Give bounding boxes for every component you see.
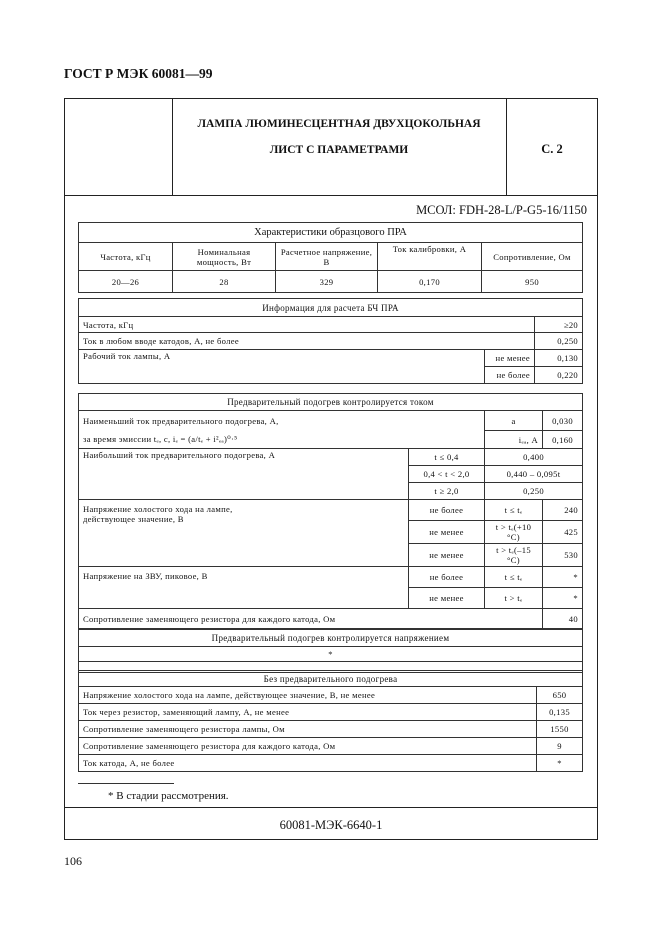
ocv-limit: не менее (409, 544, 485, 567)
max-value: 0,250 (485, 483, 583, 500)
hf-lamp-max-label: не более (485, 367, 535, 384)
hf-lamp-max-value: 0,220 (535, 367, 583, 384)
ocv-cond: t ≤ tₑ (485, 500, 543, 521)
ocv-value: 240 (543, 500, 583, 521)
preheat-voltage-title: Предварительный подогрев контролируется напряжением (79, 630, 583, 647)
no-preheat-label: Ток через резистор, заменяющий лампу, А, не менее (79, 704, 537, 721)
peak-label: Напряжение на ЗВУ, пиковое, В (79, 567, 409, 609)
ballast-header-voltage: Расчетное напряжение, В (276, 243, 378, 271)
ballast-header-current: Ток калибровки, А (378, 243, 482, 271)
footnote: * В стадии рассмотрения. (108, 790, 229, 802)
max-value: 0,440 – 0,095t (485, 466, 583, 483)
peak-value: * (543, 588, 583, 609)
iea-value: 0,160 (543, 431, 583, 449)
no-preheat-table (78, 670, 583, 772)
ballast-table (78, 222, 583, 293)
standard-header: ГОСТ Р МЭК 60081—99 (64, 66, 213, 81)
hf-current-value: 0,250 (535, 333, 583, 350)
preheat-current-title: Предварительный подогрев контролируется током (79, 394, 583, 411)
hf-freq-value: ≥20 (535, 317, 583, 333)
ocv-label-line2: действующее значение, В (83, 514, 184, 524)
cathode-resistor-value: 40 (543, 609, 583, 629)
ballast-value-current: 0,170 (378, 271, 482, 293)
no-preheat-label: Напряжение холостого хода на лампе, действующее значение, В, не менее (79, 687, 537, 704)
no-preheat-value: 0,135 (537, 704, 583, 721)
hf-freq-label: Частота, кГц (79, 317, 535, 333)
ballast-value-voltage: 329 (276, 271, 378, 293)
ocv-label-line1: Напряжение холостого хода на лампе, (83, 504, 233, 514)
peak-cond: t ≤ tₑ (485, 567, 543, 588)
preheat-voltage-table (78, 629, 583, 673)
ocv-value: 425 (543, 521, 583, 544)
ballast-value-resistance: 950 (482, 271, 583, 293)
max-cond: t ≤ 0,4 (409, 449, 485, 466)
min-preheat-label-1: Наименьший ток предварительного подогрева, А, (79, 411, 485, 431)
hf-current-label: Ток в любом вводе катодов, А, не более (79, 333, 535, 350)
ballast-header-resistance: Сопротивление, Ом (482, 243, 583, 271)
document-number: 60081-МЭК-6640-1 (279, 818, 383, 832)
footnote-rule (78, 783, 174, 784)
max-cond: 0,4 < t < 2,0 (409, 466, 485, 483)
max-value: 0,400 (485, 449, 583, 466)
preheat-voltage-value: * (79, 647, 583, 662)
peak-cond: t > tₑ (485, 588, 543, 609)
no-preheat-value: * (537, 755, 583, 772)
a-value: 0,030 (543, 411, 583, 431)
hf-lamp-min-label: не менее (485, 350, 535, 367)
ocv-cond: t > tₑ(+10 °С) (485, 521, 543, 544)
no-preheat-value: 1550 (537, 721, 583, 738)
ocv-limit: не менее (409, 521, 485, 544)
no-preheat-title: Без предварительного подогрева (79, 671, 583, 687)
page-number: 106 (64, 854, 82, 868)
page-label: С. 2 (541, 142, 563, 156)
no-preheat-value: 650 (537, 687, 583, 704)
ocv-value: 530 (543, 544, 583, 567)
iea-label: iₑₐ, А (485, 431, 543, 449)
preheat-current-table (78, 393, 583, 629)
hf-table (78, 298, 583, 384)
ballast-header-power: Номинальная мощность, Вт (173, 243, 276, 271)
peak-limit: не более (409, 567, 485, 588)
no-preheat-label: Сопротивление заменяющего резистора лампы, Ом (79, 721, 537, 738)
ballast-value-power: 28 (173, 271, 276, 293)
ocv-limit: не более (409, 500, 485, 521)
peak-value: * (543, 567, 583, 588)
ocv-cond: t > tₑ(–15 °С) (485, 544, 543, 567)
hf-lamp-min-value: 0,130 (535, 350, 583, 367)
no-preheat-label: Ток катода, А, не более (79, 755, 537, 772)
no-preheat-value: 9 (537, 738, 583, 755)
cathode-resistor-label: Сопротивление заменяющего резистора для каждого катода, Ом (79, 609, 543, 629)
min-preheat-label-2: за время эмиссии tₑ, с, iₑ = (a/tₑ + i²ₑₐ)⁰·⁵ (79, 431, 485, 449)
no-preheat-label: Сопротивление заменяющего резистора для каждого катода, Ом (79, 738, 537, 755)
max-preheat-label: Наибольший ток предварительного подогрева, А (79, 449, 409, 500)
sheet-title: ЛАМПА ЛЮМИНЕСЦЕНТНАЯ ДВУХЦОКОЛЬНАЯ (197, 118, 481, 130)
msol-code: МСОЛ: FDH-28-L/P-G5-16/1150 (416, 203, 587, 217)
peak-limit: не менее (409, 588, 485, 609)
ballast-title: Характеристики образцового ПРА (79, 223, 583, 243)
sheet-subtitle: ЛИСТ С ПАРАМЕТРАМИ (269, 144, 409, 156)
hf-lamp-label: Рабочий ток лампы, А (79, 350, 485, 384)
a-label: a (485, 411, 543, 431)
ballast-value-freq: 20—26 (79, 271, 173, 293)
max-cond: t ≥ 2,0 (409, 483, 485, 500)
hf-title: Информация для расчета БЧ ПРА (79, 299, 583, 317)
ocv-label (79, 500, 409, 567)
ballast-header-freq: Частота, кГц (79, 243, 173, 271)
